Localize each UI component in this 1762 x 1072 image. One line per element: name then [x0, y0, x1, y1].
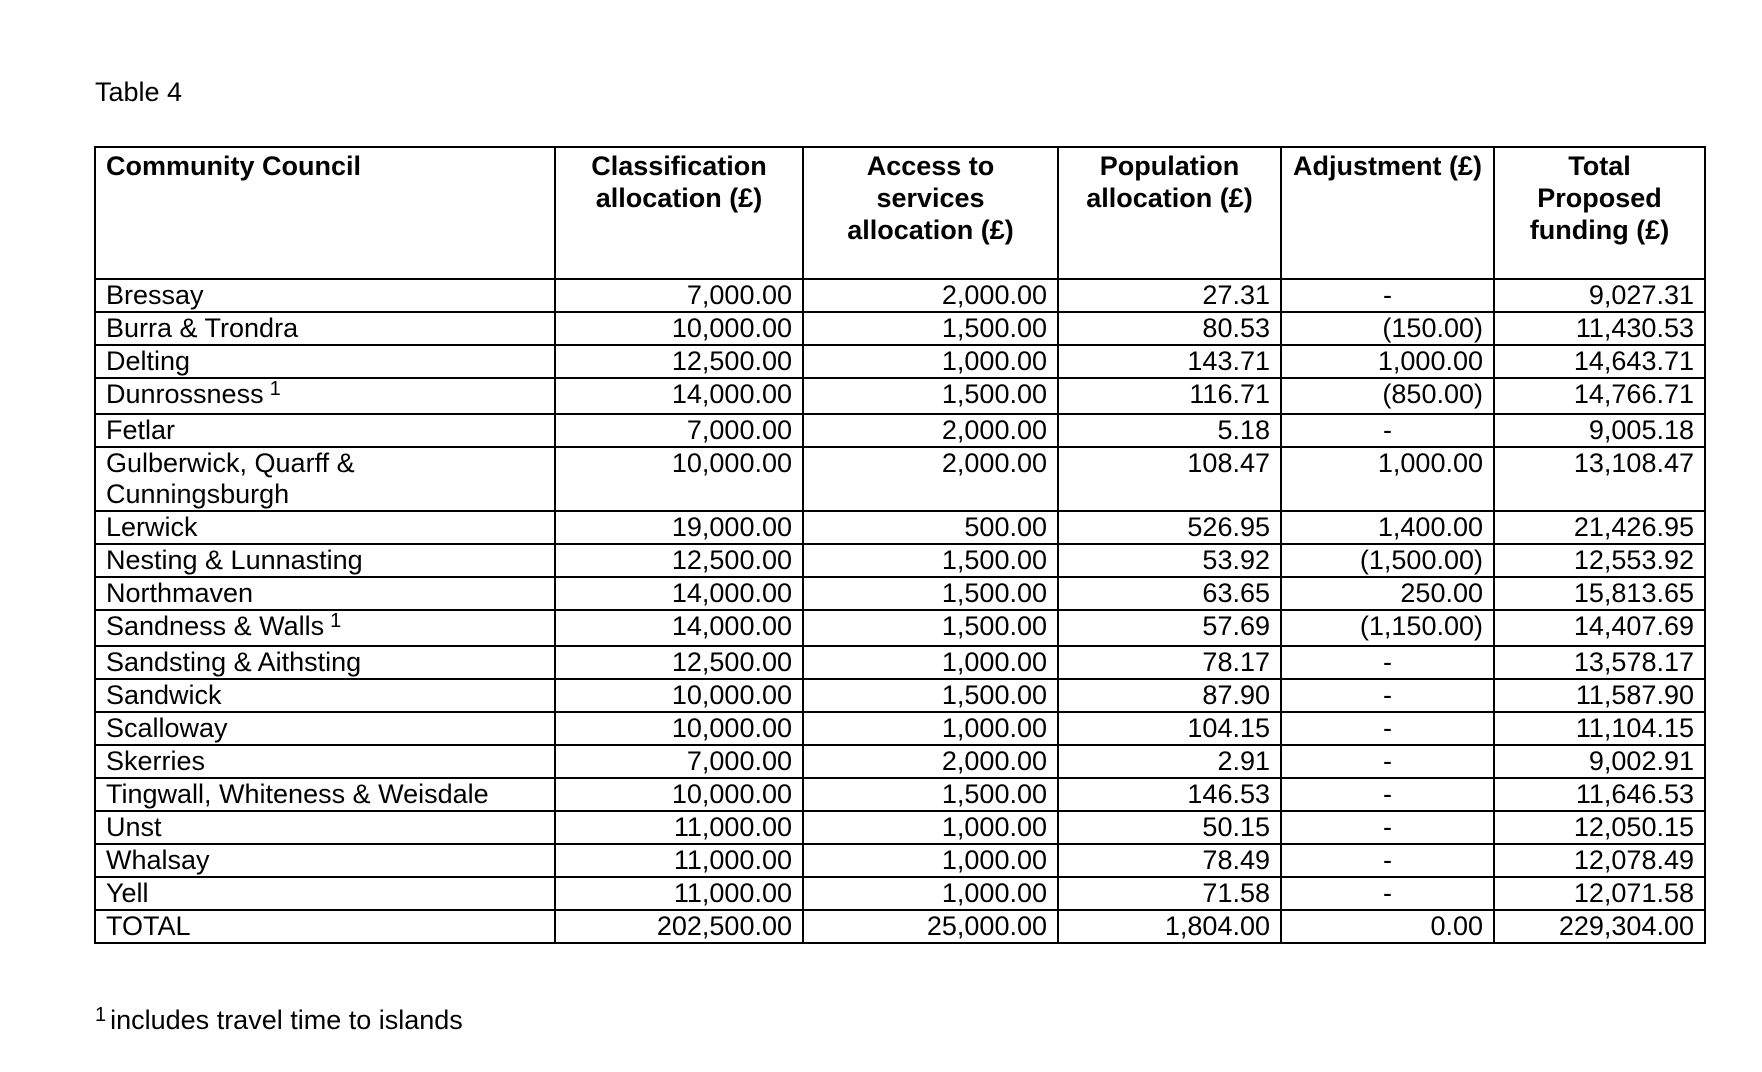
- community-council-cell: [95, 414, 555, 447]
- total-proposed-funding-cell: 11,646.53: [1494, 778, 1705, 811]
- access-to-services-allocation-cell: 2,000.00: [803, 279, 1058, 312]
- table-row: [95, 844, 1705, 877]
- access-to-services-allocation-cell: 1,000.00: [803, 646, 1058, 679]
- access-to-services-allocation-cell: 1,500.00: [803, 679, 1058, 712]
- adjustment-cell: 1,400.00: [1281, 511, 1494, 544]
- adjustment-cell: 1,000.00: [1281, 447, 1494, 511]
- classification-allocation-cell: 7,000.00: [555, 745, 803, 778]
- table-row: [95, 778, 1705, 811]
- total-proposed-funding-cell: 14,407.69: [1494, 610, 1705, 646]
- population-allocation-cell: 1,804.00: [1058, 910, 1281, 943]
- total-proposed-funding-cell: 14,643.71: [1494, 345, 1705, 378]
- total-proposed-funding-cell: 9,005.18: [1494, 414, 1705, 447]
- table-body: [95, 279, 1705, 943]
- adjustment-cell: -: [1281, 279, 1494, 312]
- table-row: [95, 345, 1705, 378]
- community-council-name: Delting: [106, 346, 191, 376]
- total-proposed-funding-cell: 12,050.15: [1494, 811, 1705, 844]
- community-council-cell: [95, 910, 555, 943]
- community-council-cell: [95, 610, 555, 646]
- community-council-cell: [95, 378, 555, 414]
- population-allocation-cell: 71.58: [1058, 877, 1281, 910]
- classification-allocation-cell: 10,000.00: [555, 312, 803, 345]
- total-proposed-funding-cell: 12,078.49: [1494, 844, 1705, 877]
- total-proposed-funding-cell: 9,002.91: [1494, 745, 1705, 778]
- access-to-services-allocation-cell: 2,000.00: [803, 745, 1058, 778]
- footnote-text: includes travel time to islands: [110, 1005, 463, 1035]
- classification-allocation-cell: 10,000.00: [555, 447, 803, 511]
- community-council-name: TOTAL: [106, 911, 191, 941]
- population-allocation-cell: 104.15: [1058, 712, 1281, 745]
- table-row: [95, 679, 1705, 712]
- community-council-cell: [95, 345, 555, 378]
- footnote: [95, 1004, 463, 1039]
- classification-allocation-cell: 11,000.00: [555, 811, 803, 844]
- classification-allocation-cell: 12,500.00: [555, 544, 803, 577]
- table-row: [95, 712, 1705, 745]
- population-allocation-cell: 78.17: [1058, 646, 1281, 679]
- access-to-services-allocation-cell: 1,000.00: [803, 811, 1058, 844]
- table-row: [95, 279, 1705, 312]
- footnote-reference: 1: [330, 610, 342, 632]
- community-council-cell: [95, 679, 555, 712]
- total-proposed-funding-cell: 12,071.58: [1494, 877, 1705, 910]
- adjustment-cell: (1,150.00): [1281, 610, 1494, 646]
- population-allocation-cell: 87.90: [1058, 679, 1281, 712]
- total-proposed-funding-cell: 15,813.65: [1494, 577, 1705, 610]
- classification-allocation-cell: 7,000.00: [555, 414, 803, 447]
- access-to-services-allocation-cell: 25,000.00: [803, 910, 1058, 943]
- community-council-cell: [95, 811, 555, 844]
- classification-allocation-cell: 19,000.00: [555, 511, 803, 544]
- adjustment-cell: 250.00: [1281, 577, 1494, 610]
- total-proposed-funding-cell: 13,578.17: [1494, 646, 1705, 679]
- footnote-reference: 1: [269, 378, 281, 400]
- classification-allocation-cell: 12,500.00: [555, 345, 803, 378]
- table-row: [95, 877, 1705, 910]
- community-council-name: Burra & Trondra: [106, 313, 299, 343]
- classification-allocation-cell: 10,000.00: [555, 778, 803, 811]
- header-adjustment: Adjustment (£): [1281, 147, 1494, 279]
- classification-allocation-cell: 11,000.00: [555, 877, 803, 910]
- population-allocation-cell: 53.92: [1058, 544, 1281, 577]
- adjustment-cell: -: [1281, 778, 1494, 811]
- access-to-services-allocation-cell: 1,000.00: [803, 844, 1058, 877]
- total-proposed-funding-cell: 11,430.53: [1494, 312, 1705, 345]
- community-council-cell: [95, 745, 555, 778]
- adjustment-cell: (1,500.00): [1281, 544, 1494, 577]
- classification-allocation-cell: 11,000.00: [555, 844, 803, 877]
- population-allocation-cell: 63.65: [1058, 577, 1281, 610]
- community-council-name: Dunrossness: [106, 379, 264, 409]
- population-allocation-cell: 108.47: [1058, 447, 1281, 511]
- classification-allocation-cell: 12,500.00: [555, 646, 803, 679]
- community-council-name: Unst: [106, 812, 162, 842]
- table-row: [95, 312, 1705, 345]
- community-council-name: Sandwick: [106, 680, 222, 710]
- population-allocation-cell: 80.53: [1058, 312, 1281, 345]
- table-header-row: [95, 147, 1705, 279]
- community-council-name: Lerwick: [106, 512, 198, 542]
- access-to-services-allocation-cell: 500.00: [803, 511, 1058, 544]
- community-council-cell: [95, 877, 555, 910]
- total-proposed-funding-cell: 9,027.31: [1494, 279, 1705, 312]
- access-to-services-allocation-cell: 1,500.00: [803, 577, 1058, 610]
- table-row: [95, 447, 1705, 511]
- population-allocation-cell: 143.71: [1058, 345, 1281, 378]
- access-to-services-allocation-cell: 1,500.00: [803, 544, 1058, 577]
- community-council-cell: [95, 511, 555, 544]
- adjustment-cell: -: [1281, 811, 1494, 844]
- classification-allocation-cell: 7,000.00: [555, 279, 803, 312]
- table-row: [95, 811, 1705, 844]
- table-row: [95, 646, 1705, 679]
- total-proposed-funding-cell: 229,304.00: [1494, 910, 1705, 943]
- header-total-proposed-funding: Total Proposed funding (£): [1494, 147, 1705, 279]
- community-council-cell: [95, 712, 555, 745]
- adjustment-cell: -: [1281, 877, 1494, 910]
- community-council-cell: [95, 844, 555, 877]
- community-council-name: Sandness & Walls: [106, 611, 325, 641]
- adjustment-cell: (150.00): [1281, 312, 1494, 345]
- header-population-allocation: Population allocation (£): [1058, 147, 1281, 279]
- adjustment-cell: -: [1281, 646, 1494, 679]
- community-council-name: Tingwall, Whiteness & Weisdale: [106, 779, 489, 809]
- population-allocation-cell: 2.91: [1058, 745, 1281, 778]
- table-row: [95, 414, 1705, 447]
- access-to-services-allocation-cell: 1,000.00: [803, 345, 1058, 378]
- table-caption: Table 4: [95, 77, 183, 107]
- community-council-name: Nesting & Lunnasting: [106, 545, 363, 575]
- access-to-services-allocation-cell: 1,000.00: [803, 877, 1058, 910]
- community-council-cell: [95, 544, 555, 577]
- community-council-name: Yell: [106, 878, 149, 908]
- total-proposed-funding-cell: 11,104.15: [1494, 712, 1705, 745]
- total-proposed-funding-cell: 14,766.71: [1494, 378, 1705, 414]
- population-allocation-cell: 50.15: [1058, 811, 1281, 844]
- population-allocation-cell: 5.18: [1058, 414, 1281, 447]
- total-proposed-funding-cell: 11,587.90: [1494, 679, 1705, 712]
- total-proposed-funding-cell: 21,426.95: [1494, 511, 1705, 544]
- adjustment-cell: -: [1281, 712, 1494, 745]
- community-council-name: Skerries: [106, 746, 206, 776]
- access-to-services-allocation-cell: 1,500.00: [803, 312, 1058, 345]
- population-allocation-cell: 57.69: [1058, 610, 1281, 646]
- access-to-services-allocation-cell: 2,000.00: [803, 447, 1058, 511]
- community-council-name: Gulberwick, Quarff & Cunningsburgh: [106, 448, 355, 509]
- access-to-services-allocation-cell: 2,000.00: [803, 414, 1058, 447]
- classification-allocation-cell: 14,000.00: [555, 577, 803, 610]
- total-proposed-funding-cell: 13,108.47: [1494, 447, 1705, 511]
- table-row: [95, 544, 1705, 577]
- classification-allocation-cell: 202,500.00: [555, 910, 803, 943]
- community-council-name: Bressay: [106, 280, 204, 310]
- adjustment-cell: -: [1281, 745, 1494, 778]
- community-council-name: Sandsting & Aithsting: [106, 647, 362, 677]
- population-allocation-cell: 146.53: [1058, 778, 1281, 811]
- adjustment-cell: -: [1281, 679, 1494, 712]
- table-row: [95, 511, 1705, 544]
- footnote-mark: 1: [95, 1004, 107, 1026]
- header-access-to-services-allocation: Access to services allocation (£): [803, 147, 1058, 279]
- adjustment-cell: 0.00: [1281, 910, 1494, 943]
- adjustment-cell: -: [1281, 414, 1494, 447]
- table-row: [95, 910, 1705, 943]
- community-council-cell: [95, 447, 555, 511]
- total-proposed-funding-cell: 12,553.92: [1494, 544, 1705, 577]
- table-row: [95, 378, 1705, 414]
- classification-allocation-cell: 10,000.00: [555, 679, 803, 712]
- access-to-services-allocation-cell: 1,500.00: [803, 610, 1058, 646]
- funding-table: [94, 146, 1706, 944]
- population-allocation-cell: 116.71: [1058, 378, 1281, 414]
- population-allocation-cell: 27.31: [1058, 279, 1281, 312]
- community-council-name: Whalsay: [106, 845, 210, 875]
- population-allocation-cell: 526.95: [1058, 511, 1281, 544]
- community-council-name: Fetlar: [106, 415, 176, 445]
- adjustment-cell: (850.00): [1281, 378, 1494, 414]
- community-council-cell: [95, 577, 555, 610]
- access-to-services-allocation-cell: 1,500.00: [803, 378, 1058, 414]
- table-row: [95, 745, 1705, 778]
- classification-allocation-cell: 14,000.00: [555, 378, 803, 414]
- adjustment-cell: -: [1281, 844, 1494, 877]
- table-row: [95, 610, 1705, 646]
- table-row: [95, 577, 1705, 610]
- community-council-cell: [95, 778, 555, 811]
- population-allocation-cell: 78.49: [1058, 844, 1281, 877]
- header-classification-allocation: Classification allocation (£): [555, 147, 803, 279]
- adjustment-cell: 1,000.00: [1281, 345, 1494, 378]
- classification-allocation-cell: 10,000.00: [555, 712, 803, 745]
- access-to-services-allocation-cell: 1,500.00: [803, 778, 1058, 811]
- community-council-name: Scalloway: [106, 713, 228, 743]
- access-to-services-allocation-cell: 1,000.00: [803, 712, 1058, 745]
- community-council-cell: [95, 279, 555, 312]
- community-council-cell: [95, 646, 555, 679]
- classification-allocation-cell: 14,000.00: [555, 610, 803, 646]
- community-council-name: Northmaven: [106, 578, 254, 608]
- header-community-council: Community Council: [95, 147, 555, 279]
- community-council-cell: [95, 312, 555, 345]
